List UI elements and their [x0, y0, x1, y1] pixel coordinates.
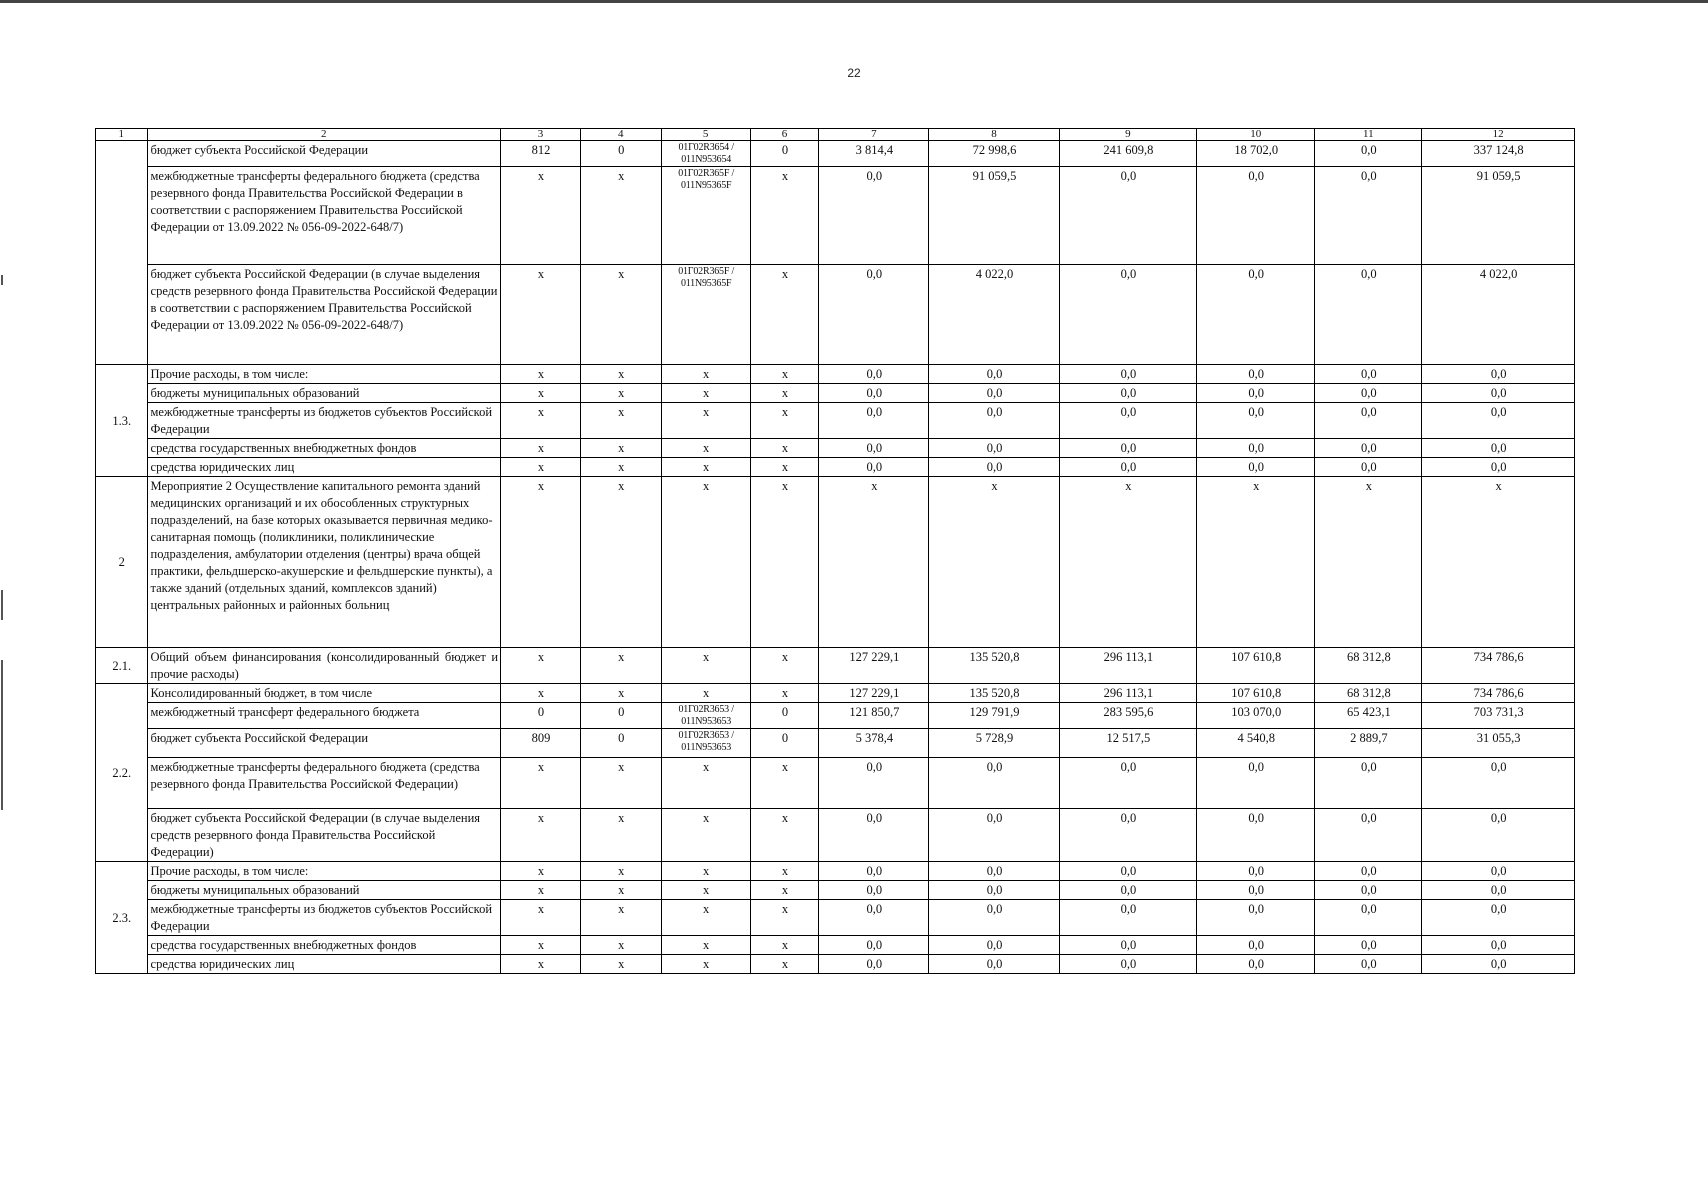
cell-col-9: 0,0	[1059, 265, 1196, 365]
cell-col-7: 0,0	[819, 365, 929, 384]
row-label: бюджеты муниципальных образований	[147, 384, 501, 403]
column-header-12: 12	[1422, 129, 1575, 141]
cell-col-8: 91 059,5	[929, 167, 1059, 265]
cell-col-8: 0,0	[929, 955, 1059, 974]
cell-col-10: 0,0	[1197, 403, 1315, 439]
cell-col-7: 0,0	[819, 881, 929, 900]
cell-col-11: 0,0	[1315, 365, 1422, 384]
cell-col-4: 0	[580, 703, 661, 729]
row-label: Мероприятие 2 Осуществление капитального ремонта зданий медицинских организаций и их обособленных структурных подразделений, на базе которых оказывается первичная медико-санитарная помощь (поликлиники, поликлинические подразделения, амбулатории отделения (центры) врача общей практики, фельдшерско-акушерские и фельдшерские пункты), а также зданий (отдельных зданий, комплексов зданий) центральных районных и районных больниц	[147, 477, 501, 648]
cell-col-12: 0,0	[1422, 439, 1575, 458]
cell-col-5: x	[661, 900, 750, 936]
cell-col-4: x	[580, 936, 661, 955]
cell-col-5: x	[661, 809, 750, 862]
cell-col-4: x	[580, 881, 661, 900]
cell-col-9: 0,0	[1059, 955, 1196, 974]
cell-col-5: 01Г02R365F / 011N95365F	[661, 167, 750, 265]
cell-col-9: 12 517,5	[1059, 729, 1196, 758]
cell-col-12: x	[1422, 477, 1575, 648]
cell-col-6: x	[750, 458, 819, 477]
cell-col-7: 5 378,4	[819, 729, 929, 758]
cell-col-8: 0,0	[929, 758, 1059, 809]
section-number: 2.1.	[96, 648, 148, 684]
cell-col-6: x	[750, 758, 819, 809]
cell-col-3: 812	[501, 141, 581, 167]
cell-col-6: x	[750, 365, 819, 384]
cell-col-3: x	[501, 955, 581, 974]
cell-col-9: 0,0	[1059, 384, 1196, 403]
cell-col-3: x	[501, 384, 581, 403]
cell-col-6: x	[750, 477, 819, 648]
cell-col-12: 337 124,8	[1422, 141, 1575, 167]
table-row	[96, 477, 1575, 648]
cell-col-7: 0,0	[819, 439, 929, 458]
cell-col-12: 0,0	[1422, 936, 1575, 955]
section-number: 2	[96, 477, 148, 648]
cell-col-5: 01Г02R365F / 011N95365F	[661, 265, 750, 365]
cell-col-5: x	[661, 365, 750, 384]
row-label: бюджет субъекта Российской Федерации (в случае выделения средств резервного фонда Правительства Российской Федерации)	[147, 809, 501, 862]
cell-col-5: x	[661, 477, 750, 648]
cell-col-3: x	[501, 403, 581, 439]
cell-col-11: x	[1315, 477, 1422, 648]
cell-col-10: 0,0	[1197, 265, 1315, 365]
cell-col-6: x	[750, 648, 819, 684]
scan-margin-mark	[1, 590, 3, 620]
row-label: межбюджетные трансферты из бюджетов субъектов Российской Федерации	[147, 900, 501, 936]
table-row	[96, 936, 1575, 955]
cell-col-3: x	[501, 936, 581, 955]
cell-col-3: x	[501, 167, 581, 265]
cell-col-12: 0,0	[1422, 881, 1575, 900]
cell-col-5: 01Г02R3653 / 011N953653	[661, 729, 750, 758]
cell-col-8: x	[929, 477, 1059, 648]
row-label: бюджет субъекта Российской Федерации	[147, 141, 501, 167]
header-row	[96, 129, 1575, 141]
cell-col-7: 0,0	[819, 384, 929, 403]
cell-col-5: x	[661, 403, 750, 439]
cell-col-8: 0,0	[929, 809, 1059, 862]
cell-col-9: 0,0	[1059, 167, 1196, 265]
cell-col-3: x	[501, 862, 581, 881]
budget-table	[95, 128, 1575, 974]
column-header-10: 10	[1197, 129, 1315, 141]
cell-col-3: x	[501, 648, 581, 684]
cell-col-8: 0,0	[929, 384, 1059, 403]
cell-col-9: 296 113,1	[1059, 648, 1196, 684]
cell-col-9: 296 113,1	[1059, 684, 1196, 703]
cell-col-12: 0,0	[1422, 403, 1575, 439]
cell-col-7: 0,0	[819, 955, 929, 974]
cell-col-10: 107 610,8	[1197, 684, 1315, 703]
cell-col-10: 103 070,0	[1197, 703, 1315, 729]
cell-col-3: x	[501, 265, 581, 365]
cell-col-11: 65 423,1	[1315, 703, 1422, 729]
cell-col-11: 0,0	[1315, 936, 1422, 955]
cell-col-10: 0,0	[1197, 936, 1315, 955]
cell-col-3: x	[501, 684, 581, 703]
cell-col-8: 0,0	[929, 365, 1059, 384]
cell-col-12: 31 055,3	[1422, 729, 1575, 758]
cell-col-8: 0,0	[929, 936, 1059, 955]
cell-col-5: x	[661, 684, 750, 703]
cell-col-12: 4 022,0	[1422, 265, 1575, 365]
cell-col-12: 0,0	[1422, 758, 1575, 809]
cell-col-5: 01Г02R3653 / 011N953653	[661, 703, 750, 729]
column-header-2: 2	[147, 129, 501, 141]
cell-col-9: 0,0	[1059, 365, 1196, 384]
cell-col-10: 0,0	[1197, 955, 1315, 974]
cell-col-7: 0,0	[819, 758, 929, 809]
column-header-6: 6	[750, 129, 819, 141]
table-row	[96, 684, 1575, 703]
cell-col-9: x	[1059, 477, 1196, 648]
cell-col-6: x	[750, 862, 819, 881]
cell-col-9: 0,0	[1059, 936, 1196, 955]
cell-col-9: 0,0	[1059, 758, 1196, 809]
cell-col-4: x	[580, 809, 661, 862]
cell-col-10: 0,0	[1197, 809, 1315, 862]
cell-col-6: x	[750, 955, 819, 974]
table-row	[96, 365, 1575, 384]
table-row	[96, 458, 1575, 477]
cell-col-4: x	[580, 648, 661, 684]
cell-col-4: x	[580, 477, 661, 648]
cell-col-8: 135 520,8	[929, 648, 1059, 684]
cell-col-8: 72 998,6	[929, 141, 1059, 167]
cell-col-4: x	[580, 439, 661, 458]
cell-col-12: 0,0	[1422, 900, 1575, 936]
cell-col-12: 734 786,6	[1422, 648, 1575, 684]
table-row	[96, 703, 1575, 729]
section-number: 2.2.	[96, 684, 148, 862]
table-row	[96, 758, 1575, 809]
row-label: средства государственных внебюджетных фондов	[147, 936, 501, 955]
cell-col-4: x	[580, 458, 661, 477]
cell-col-3: x	[501, 477, 581, 648]
cell-col-4: x	[580, 365, 661, 384]
cell-col-11: 0,0	[1315, 439, 1422, 458]
cell-col-8: 0,0	[929, 439, 1059, 458]
cell-col-10: 0,0	[1197, 862, 1315, 881]
cell-col-6: x	[750, 265, 819, 365]
cell-col-4: x	[580, 167, 661, 265]
cell-col-6: x	[750, 684, 819, 703]
cell-col-8: 135 520,8	[929, 684, 1059, 703]
cell-col-10: 4 540,8	[1197, 729, 1315, 758]
cell-col-4: x	[580, 900, 661, 936]
cell-col-7: 0,0	[819, 900, 929, 936]
cell-col-9: 0,0	[1059, 439, 1196, 458]
page-top-border	[0, 0, 1708, 3]
table-row	[96, 648, 1575, 684]
cell-col-6: x	[750, 403, 819, 439]
cell-col-4: x	[580, 862, 661, 881]
cell-col-11: 0,0	[1315, 384, 1422, 403]
cell-col-3: x	[501, 439, 581, 458]
cell-col-12: 0,0	[1422, 365, 1575, 384]
cell-col-12: 734 786,6	[1422, 684, 1575, 703]
section-number	[96, 141, 148, 365]
column-header-3: 3	[501, 129, 581, 141]
cell-col-9: 0,0	[1059, 862, 1196, 881]
cell-col-12: 0,0	[1422, 809, 1575, 862]
table-row	[96, 403, 1575, 439]
row-label: межбюджетный трансферт федерального бюджета	[147, 703, 501, 729]
row-label: межбюджетные трансферты федерального бюджета (средства резервного фонда Правительства Российской Федерации)	[147, 758, 501, 809]
cell-col-6: x	[750, 936, 819, 955]
cell-col-12: 0,0	[1422, 458, 1575, 477]
cell-col-10: 0,0	[1197, 167, 1315, 265]
cell-col-7: 0,0	[819, 936, 929, 955]
cell-col-4: 0	[580, 141, 661, 167]
cell-col-4: 0	[580, 729, 661, 758]
cell-col-11: 0,0	[1315, 862, 1422, 881]
cell-col-6: x	[750, 900, 819, 936]
cell-col-4: x	[580, 684, 661, 703]
cell-col-3: 0	[501, 703, 581, 729]
cell-col-5: x	[661, 881, 750, 900]
column-header-5: 5	[661, 129, 750, 141]
row-label: Общий объем финансирования (консолидированный бюджет и прочие расходы)	[147, 648, 501, 684]
row-label: Прочие расходы, в том числе:	[147, 862, 501, 881]
cell-col-10: 0,0	[1197, 384, 1315, 403]
cell-col-7: 0,0	[819, 167, 929, 265]
table-row	[96, 384, 1575, 403]
cell-col-5: x	[661, 758, 750, 809]
table-body	[96, 129, 1575, 974]
cell-col-10: 0,0	[1197, 458, 1315, 477]
cell-col-9: 0,0	[1059, 809, 1196, 862]
cell-col-7: 121 850,7	[819, 703, 929, 729]
cell-col-6: 0	[750, 703, 819, 729]
column-header-8: 8	[929, 129, 1059, 141]
row-label: Прочие расходы, в том числе:	[147, 365, 501, 384]
table-row	[96, 729, 1575, 758]
column-header-1: 1	[96, 129, 148, 141]
cell-col-7: 0,0	[819, 862, 929, 881]
cell-col-5: x	[661, 439, 750, 458]
cell-col-5: x	[661, 384, 750, 403]
cell-col-8: 129 791,9	[929, 703, 1059, 729]
row-label: Консолидированный бюджет, в том числе	[147, 684, 501, 703]
cell-col-10: 0,0	[1197, 365, 1315, 384]
cell-col-12: 0,0	[1422, 862, 1575, 881]
row-label: межбюджетные трансферты федерального бюджета (средства резервного фонда Правительства Российской Федерации в соответствии с распоряжением Правительства Российской Федерации от 13.09.2022 № 056-09-2022-648/7)	[147, 167, 501, 265]
cell-col-8: 0,0	[929, 458, 1059, 477]
scan-margin-mark	[1, 275, 3, 285]
cell-col-12: 91 059,5	[1422, 167, 1575, 265]
cell-col-11: 2 889,7	[1315, 729, 1422, 758]
cell-col-7: 0,0	[819, 265, 929, 365]
table-row	[96, 809, 1575, 862]
cell-col-9: 283 595,6	[1059, 703, 1196, 729]
table-row	[96, 900, 1575, 936]
cell-col-11: 0,0	[1315, 809, 1422, 862]
cell-col-9: 0,0	[1059, 458, 1196, 477]
row-label: межбюджетные трансферты из бюджетов субъектов Российской Федерации	[147, 403, 501, 439]
cell-col-3: x	[501, 900, 581, 936]
cell-col-3: x	[501, 881, 581, 900]
cell-col-7: 0,0	[819, 458, 929, 477]
cell-col-7: 0,0	[819, 809, 929, 862]
cell-col-4: x	[580, 265, 661, 365]
cell-col-5: x	[661, 936, 750, 955]
cell-col-4: x	[580, 384, 661, 403]
cell-col-9: 241 609,8	[1059, 141, 1196, 167]
row-label: средства юридических лиц	[147, 955, 501, 974]
table-row	[96, 881, 1575, 900]
row-label: средства юридических лиц	[147, 458, 501, 477]
cell-col-7: x	[819, 477, 929, 648]
cell-col-11: 0,0	[1315, 141, 1422, 167]
table-row	[96, 141, 1575, 167]
cell-col-9: 0,0	[1059, 881, 1196, 900]
cell-col-6: x	[750, 384, 819, 403]
page-number: 22	[847, 66, 861, 80]
cell-col-5: x	[661, 458, 750, 477]
row-label: средства государственных внебюджетных фондов	[147, 439, 501, 458]
cell-col-8: 0,0	[929, 900, 1059, 936]
cell-col-5: x	[661, 648, 750, 684]
cell-col-11: 0,0	[1315, 900, 1422, 936]
cell-col-3: x	[501, 365, 581, 384]
cell-col-3: x	[501, 809, 581, 862]
cell-col-3: x	[501, 758, 581, 809]
cell-col-3: x	[501, 458, 581, 477]
cell-col-8: 0,0	[929, 881, 1059, 900]
table-row	[96, 862, 1575, 881]
cell-col-5: 01Г02R3654 / 011N953654	[661, 141, 750, 167]
cell-col-7: 0,0	[819, 403, 929, 439]
cell-col-11: 68 312,8	[1315, 684, 1422, 703]
cell-col-4: x	[580, 955, 661, 974]
cell-col-11: 0,0	[1315, 955, 1422, 974]
cell-col-11: 0,0	[1315, 167, 1422, 265]
cell-col-12: 0,0	[1422, 955, 1575, 974]
column-header-11: 11	[1315, 129, 1422, 141]
column-header-7: 7	[819, 129, 929, 141]
table-row	[96, 265, 1575, 365]
cell-col-6: x	[750, 809, 819, 862]
cell-col-10: 0,0	[1197, 439, 1315, 458]
cell-col-6: x	[750, 439, 819, 458]
cell-col-9: 0,0	[1059, 403, 1196, 439]
cell-col-8: 5 728,9	[929, 729, 1059, 758]
cell-col-10: x	[1197, 477, 1315, 648]
cell-col-7: 127 229,1	[819, 648, 929, 684]
cell-col-11: 0,0	[1315, 403, 1422, 439]
section-number: 1.3.	[96, 365, 148, 477]
cell-col-12: 0,0	[1422, 384, 1575, 403]
cell-col-10: 18 702,0	[1197, 141, 1315, 167]
cell-col-8: 4 022,0	[929, 265, 1059, 365]
row-label: бюджеты муниципальных образований	[147, 881, 501, 900]
cell-col-10: 107 610,8	[1197, 648, 1315, 684]
table-row	[96, 955, 1575, 974]
cell-col-6: 0	[750, 729, 819, 758]
row-label: бюджет субъекта Российской Федерации (в случае выделения средств резервного фонда Правительства Российской Федерации в соответствии с распоряжением Правительства Российской Федерации от 13.09.2022 № 056-09-2022-648/7)	[147, 265, 501, 365]
cell-col-10: 0,0	[1197, 758, 1315, 809]
cell-col-11: 0,0	[1315, 881, 1422, 900]
cell-col-11: 0,0	[1315, 758, 1422, 809]
cell-col-8: 0,0	[929, 862, 1059, 881]
cell-col-5: x	[661, 955, 750, 974]
cell-col-12: 703 731,3	[1422, 703, 1575, 729]
cell-col-7: 3 814,4	[819, 141, 929, 167]
cell-col-4: x	[580, 758, 661, 809]
cell-col-5: x	[661, 862, 750, 881]
cell-col-7: 127 229,1	[819, 684, 929, 703]
row-label: бюджет субъекта Российской Федерации	[147, 729, 501, 758]
cell-col-3: 809	[501, 729, 581, 758]
cell-col-11: 0,0	[1315, 265, 1422, 365]
cell-col-4: x	[580, 403, 661, 439]
cell-col-9: 0,0	[1059, 900, 1196, 936]
table-row	[96, 167, 1575, 265]
cell-col-11: 68 312,8	[1315, 648, 1422, 684]
table-row	[96, 439, 1575, 458]
cell-col-10: 0,0	[1197, 900, 1315, 936]
cell-col-8: 0,0	[929, 403, 1059, 439]
cell-col-11: 0,0	[1315, 458, 1422, 477]
cell-col-10: 0,0	[1197, 881, 1315, 900]
section-number: 2.3.	[96, 862, 148, 974]
column-header-4: 4	[580, 129, 661, 141]
scan-margin-mark	[1, 660, 3, 810]
cell-col-6: x	[750, 167, 819, 265]
column-header-9: 9	[1059, 129, 1196, 141]
cell-col-6: 0	[750, 141, 819, 167]
cell-col-6: x	[750, 881, 819, 900]
